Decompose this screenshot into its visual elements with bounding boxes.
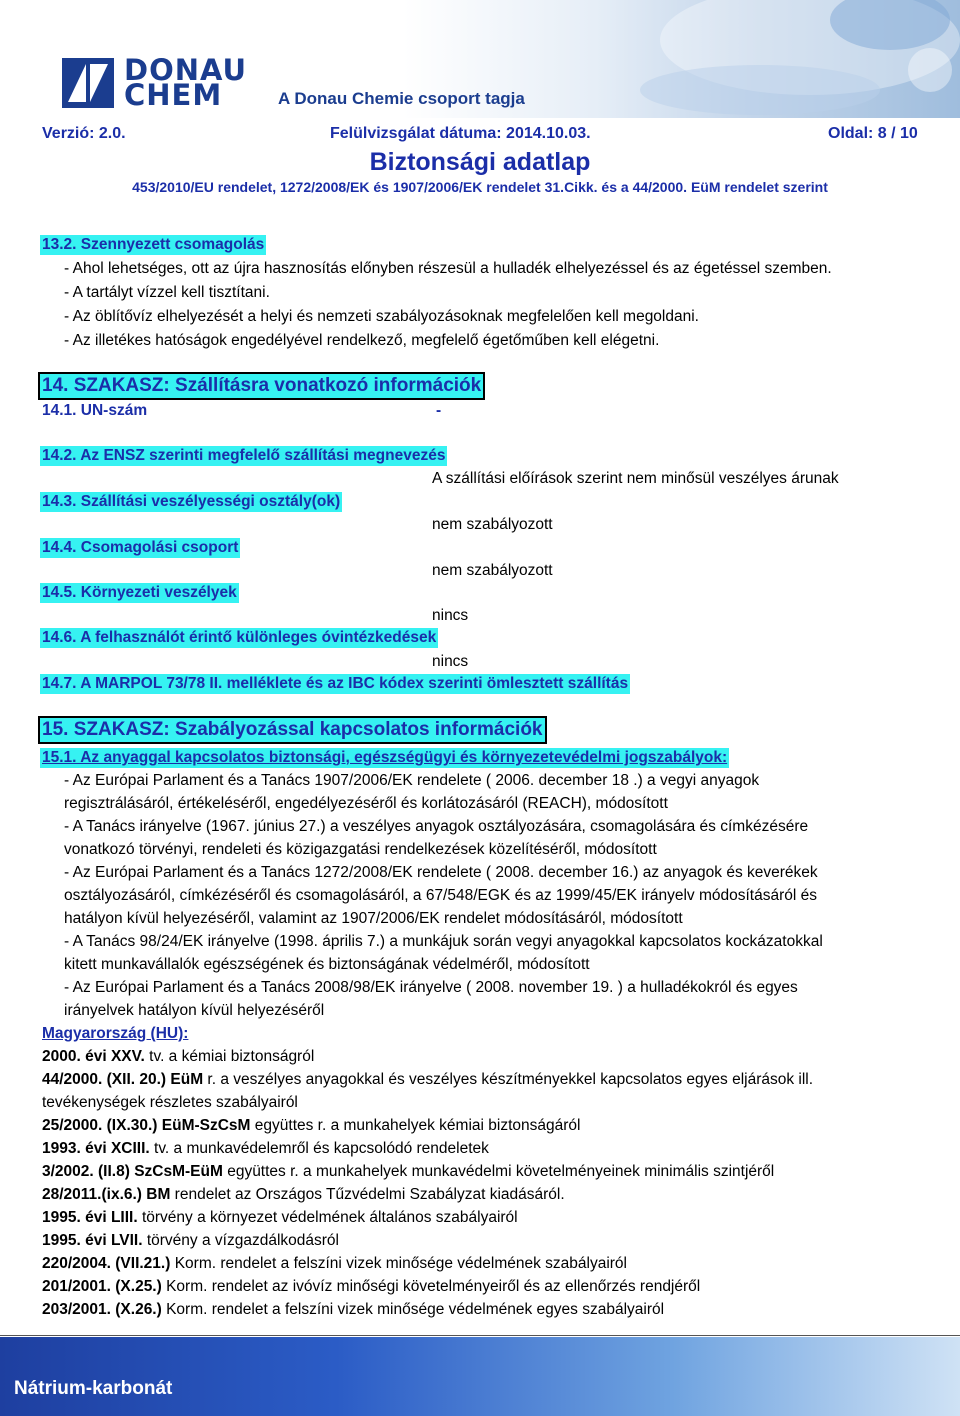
hu-legislation-item: 25/2000. (IX.30.) EüM-SzCsM együttes r. a munkahelyek kémiai biztonságáról (42, 1117, 581, 1134)
packing-group-label: 14.4. Csomagolási csoport (42, 539, 239, 556)
eu-legislation-line: - Az Európai Parlament és a Tanács 1907/2006/EK rendelete ( 2006. december 18 .) a vegyi anyagok (64, 772, 760, 789)
s13-line: - A tartályt vízzel kell tisztítani. (64, 284, 270, 301)
eu-legislation-line: regisztrálásáról, értékeléséről, engedélyezéséről és korlátozásáról (REACH), módosított (64, 795, 668, 812)
eu-legislation-line: - A Tanács 98/24/EK irányelve (1998. április 7.) a munkájuk során vegyi anyagokkal kapcsolatos kockázatokkal (64, 933, 823, 950)
page-number: Oldal: 8 / 10 (828, 125, 918, 142)
user-precautions-label: 14.6. A felhasználót érintő különleges óvintézkedések (42, 629, 437, 646)
s13-line: - Ahol lehetséges, ott az újra hasznosítás előnyben részesül a hulladék elhelyezéssel és az égetéssel szemben. (64, 260, 832, 277)
water-splash-image (560, 0, 960, 118)
hu-legislation-item: tevékenységek részletes szabályairól (42, 1094, 298, 1111)
s13-line: - Az illetékes hatóságok engedélyével rendelkező, megfelelő égetőműben kell elégetni. (64, 332, 660, 349)
section-15-heading: 15. SZAKASZ: Szabályozással kapcsolatos információk (42, 719, 543, 740)
hu-legislation-item: 28/2011.(ix.6.) BM rendelet az Országos Tűzvédelmi Szabályzat kiadásáról. (42, 1186, 565, 1203)
hungary-heading: Magyarország (HU): (42, 1025, 189, 1042)
un-number-value: - (436, 402, 442, 419)
marpol-label: 14.7. A MARPOL 73/78 II. melléklete és az IBC kódex szerinti ömlesztett szállítás (42, 675, 629, 692)
eu-legislation-line: hatályon kívül helyezéséről, valamint az 1907/2006/EK rendelet módosításáról, módosított (64, 910, 683, 927)
hu-legislation-item: 1993. évi XCIII. tv. a munkavédelemről és kapcsolódó rendeletek (42, 1140, 489, 1157)
footer-band (0, 1337, 960, 1416)
hu-legislation-item: 3/2002. (II.8) SzCsM-EüM együttes r. a munkahelyek munkavédelmi követelményeinek minimális szintjéről (42, 1163, 775, 1180)
hu-legislation-item: 220/2004. (VII.21.) Korm. rendelet a felszíni vizek minősége védelmének szabályairól (42, 1255, 627, 1272)
s13-line: - Az öblítővíz elhelyezését a helyi és nemzeti szabályozásoknak megfelelően kell megoldani. (64, 308, 699, 325)
eu-legislation-line: irányelvek hatályon kívül helyezéséről (64, 1002, 325, 1019)
hu-legislation-item: 2000. évi XXV. tv. a kémiai biztonságról (42, 1048, 315, 1065)
company-logo-text: DONAU CHEM (124, 53, 248, 112)
un-number-label: 14.1. UN-szám (42, 402, 148, 419)
environmental-hazards-value: nincs (432, 607, 469, 624)
company-tagline: A Donau Chemie csoport tagja (278, 89, 525, 108)
transport-name-value: A szállítási előírások szerint nem minősül veszélyes árunak (432, 470, 839, 487)
eu-legislation-line: osztályozásáról, címkézéséről és csomagolásáról, a 67/548/EGK és az 1999/45/EK irányelv módosításáról és (64, 887, 817, 904)
review-date: Felülvizsgálat dátuma: 2014.10.03. (330, 125, 591, 142)
section-13-2-heading: 13.2. Szennyezett csomagolás (42, 236, 265, 253)
user-precautions-value: nincs (432, 653, 469, 670)
document-title: Biztonsági adatlap (369, 148, 591, 176)
header-banner (0, 0, 960, 118)
hu-legislation-item: 1995. évi LVII. törvény a vízgazdálkodásról (42, 1232, 339, 1249)
product-name: Nátrium-karbonát (14, 1378, 173, 1399)
hu-legislation-item: 201/2001. (X.25.) Korm. rendelet az ivóvíz minőségi követelményeiről és az ellenőrzés rendjéről (42, 1278, 701, 1295)
section-15-1-heading: 15.1. Az anyaggal kapcsolatos biztonsági, egészségügyi és környezetevédelmi jogszabályok: (42, 749, 728, 766)
hu-legislation-item: 1995. évi LIII. törvény a környezet védelmének általános szabályairól (42, 1209, 518, 1226)
eu-legislation-line: vonatkozó törvényi, rendeleti és közigazgatási rendelkezések közelítéséről, módosított (64, 841, 657, 858)
eu-legislation-line: - A Tanács irányelve (1967. június 27.) a veszélyes anyagok osztályozására, csomagolására és címkézésére (64, 818, 809, 835)
packing-group-value: nem szabályozott (432, 562, 553, 579)
hazard-class-value: nem szabályozott (432, 516, 553, 533)
donau-chem-logo-icon (62, 58, 114, 108)
hazard-class-label: 14.3. Szállítási veszélyességi osztály(ok) (42, 493, 341, 510)
section-14-heading: 14. SZAKASZ: Szállításra vonatkozó információk (42, 375, 482, 396)
eu-legislation-line: - Az Európai Parlament és a Tanács 1272/2008/EK rendelete ( 2008. december 16.) az anyagok és keverékek (64, 864, 818, 881)
regulation-line: 453/2010/EU rendelet, 1272/2008/EK és 1907/2006/EK rendelet 31.Cikk. és a 44/2000. EüM rendelet szerint (132, 179, 828, 195)
environmental-hazards-label: 14.5. Környezeti veszélyek (42, 584, 237, 601)
version-label: Verzió: 2.0. (42, 125, 126, 142)
hu-legislation-item: 44/2000. (XII. 20.) EüM r. a veszélyes anyagokkal és veszélyes készítményekkel kapcsolatos egyes eljárások ill. (42, 1071, 814, 1088)
eu-legislation-line: kitett munkavállalók egészségének és biztonságának védelméről, módosított (64, 956, 590, 973)
eu-legislation-line: - Az Európai Parlament és a Tanács 2008/98/EK irányelve ( 2008. november 19. ) a hulladékokról és egyes (64, 979, 798, 996)
footer-divider (0, 1335, 960, 1336)
transport-name-label: 14.2. Az ENSZ szerinti megfelelő szállítási megnevezés (42, 447, 446, 464)
hu-legislation-item: 203/2001. (X.26.) Korm. rendelet a felszíni vizek minősége védelmének egyes szabályairól (42, 1301, 665, 1318)
